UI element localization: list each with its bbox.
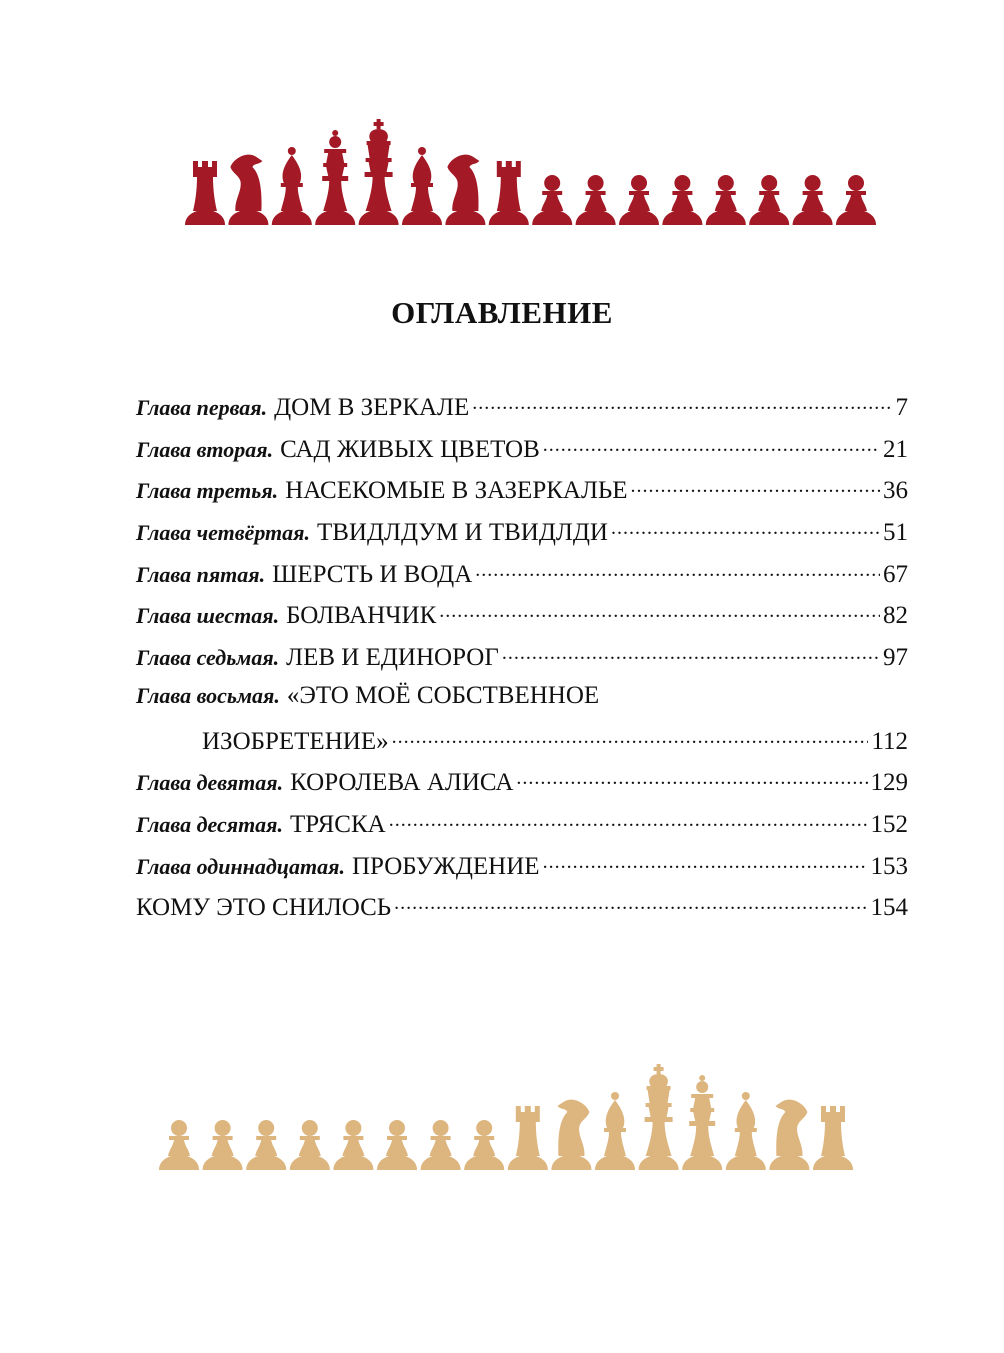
toc-entry-page-number: 67 — [883, 560, 908, 588]
toc-entry-title: ТРЯСКА — [290, 810, 386, 838]
toc-entry-leader-dots — [543, 849, 868, 874]
toc-entry-page-number: 152 — [870, 810, 908, 838]
toc-entry-page-number: 129 — [870, 769, 908, 797]
toc-entry — [136, 557, 908, 599]
toc-entry-leader-dots — [475, 557, 880, 582]
toc-entry-chapter-label: Глава вторая. — [136, 436, 274, 462]
pawn-piece-icon — [246, 1120, 286, 1170]
rook-piece-icon — [813, 1106, 853, 1170]
pawn-piece-icon — [662, 175, 702, 225]
toc-entry — [136, 390, 908, 432]
pawn-piece-icon — [290, 1120, 330, 1170]
toc-entry — [136, 473, 908, 515]
top-chess-pieces-row — [0, 105, 1004, 235]
toc-entry-title: БОЛВАНЧИК — [286, 602, 437, 630]
toc-entry — [136, 849, 908, 891]
table-of-contents — [136, 390, 908, 932]
bottom-chess-pieces-row — [0, 1050, 1004, 1180]
king-piece-icon — [639, 1064, 679, 1170]
toc-entry-chapter-label: Глава девятая. — [136, 770, 284, 796]
toc-entry-title: ЛЕВ И ЕДИНОРОГ — [286, 644, 499, 672]
toc-entry-page-number: 112 — [871, 727, 908, 755]
toc-entry-page-number: 36 — [883, 477, 908, 505]
queen-piece-icon — [315, 130, 355, 225]
top-chess-pieces-graphic — [0, 105, 1004, 235]
pawn-piece-icon — [836, 175, 876, 225]
rook-piece-icon — [508, 1106, 548, 1170]
toc-entry-title: ПРОБУЖДЕНИЕ — [351, 852, 540, 880]
pawn-piece-icon — [377, 1120, 417, 1170]
toc-entry-page-number: 7 — [895, 394, 908, 421]
toc-entry-leader-dots — [472, 390, 892, 415]
toc-entry-chapter-label: Глава восьмая. — [136, 682, 280, 708]
toc-entry-title: ШЕРСТЬ И ВОДА — [272, 560, 473, 588]
toc-entry — [136, 890, 908, 932]
toc-entry-page-number: 97 — [883, 644, 908, 672]
bishop-piece-icon — [726, 1092, 766, 1170]
knight-piece-icon — [551, 1100, 591, 1170]
toc-entry-title: САД ЖИВЫХ ЦВЕТОВ — [280, 435, 540, 463]
toc-entry-leader-dots — [502, 640, 880, 665]
bottom-chess-pieces-graphic — [0, 1050, 1004, 1180]
pawn-piece-icon — [333, 1120, 373, 1170]
page-title: ОГЛАВЛЕНИЕ — [391, 295, 613, 330]
toc-entry-title: КОМУ ЭТО СНИЛОСЬ — [136, 894, 392, 922]
knight-piece-icon — [769, 1100, 809, 1170]
toc-entry-chapter-label: Глава седьмая. — [136, 645, 280, 671]
toc-entry — [136, 807, 908, 849]
knight-piece-icon — [445, 155, 485, 225]
toc-entry-title: ТВИДЛДУМ И ТВИДЛДИ — [316, 519, 608, 547]
toc-entry-leader-dots — [394, 890, 867, 915]
toc-entry-page-number: 82 — [883, 602, 908, 630]
pawn-piece-icon — [706, 175, 746, 225]
toc-entry-leader-dots — [392, 724, 869, 749]
pawn-piece-icon — [203, 1120, 243, 1170]
toc-entry-leader-dots — [439, 598, 880, 623]
toc-entry-leader-dots — [543, 432, 880, 457]
toc-entry — [136, 724, 908, 766]
toc-entry-leader-dots — [516, 765, 867, 790]
toc-entry-title: «ЭТО МОЁ СОБСТВЕННОЕ — [286, 681, 600, 709]
toc-entry-chapter-label: Глава третья. — [136, 478, 279, 504]
toc-entry — [136, 432, 908, 474]
toc-entry-leader-dots — [631, 473, 880, 498]
toc-entry-chapter-label: Глава пятая. — [136, 561, 266, 587]
pawn-piece-icon — [749, 175, 789, 225]
bishop-piece-icon — [595, 1092, 635, 1170]
toc-entry-leader-dots — [611, 515, 880, 540]
pawn-piece-icon — [532, 175, 572, 225]
queen-piece-icon — [682, 1075, 722, 1170]
pawn-piece-icon — [421, 1120, 461, 1170]
rook-piece-icon — [185, 161, 225, 225]
pawn-piece-icon — [619, 175, 659, 225]
toc-entry-leader-dots — [389, 807, 868, 832]
toc-entry — [136, 598, 908, 640]
toc-entry-page-number: 153 — [870, 852, 908, 880]
toc-entry — [136, 765, 908, 807]
toc-entry-chapter-label: Глава десятая. — [136, 811, 284, 837]
toc-entry-page-number: 21 — [883, 435, 908, 463]
bishop-piece-icon — [272, 147, 312, 225]
bishop-piece-icon — [402, 147, 442, 225]
toc-entry-chapter-label: Глава первая. — [136, 395, 268, 420]
knight-piece-icon — [228, 155, 268, 225]
toc-entry — [136, 515, 908, 557]
toc-entry-chapter-label: Глава четвёртая. — [136, 520, 310, 546]
pawn-piece-icon — [576, 175, 616, 225]
rook-piece-icon — [489, 161, 529, 225]
pawn-piece-icon — [159, 1120, 199, 1170]
toc-entry-title: ИЗОБРЕТЕНИЕ» — [202, 727, 389, 755]
pawn-piece-icon — [793, 175, 833, 225]
toc-entry-page-number: 154 — [870, 894, 908, 922]
toc-entry — [136, 640, 908, 682]
toc-entry — [136, 682, 908, 724]
king-piece-icon — [359, 119, 399, 225]
toc-entry-chapter-label: Глава одиннадцатая. — [136, 853, 345, 879]
toc-entry-title: КОРОЛЕВА АЛИСА — [290, 769, 514, 797]
toc-entry-page-number: 51 — [883, 519, 908, 547]
toc-entry-title: НАСЕКОМЫЕ В ЗАЗЕРКАЛЬЕ — [285, 477, 628, 505]
pawn-piece-icon — [464, 1120, 504, 1170]
toc-entry-title: ДОМ В ЗЕРКАЛЕ — [274, 394, 470, 421]
toc-entry-chapter-label: Глава шестая. — [136, 603, 280, 629]
